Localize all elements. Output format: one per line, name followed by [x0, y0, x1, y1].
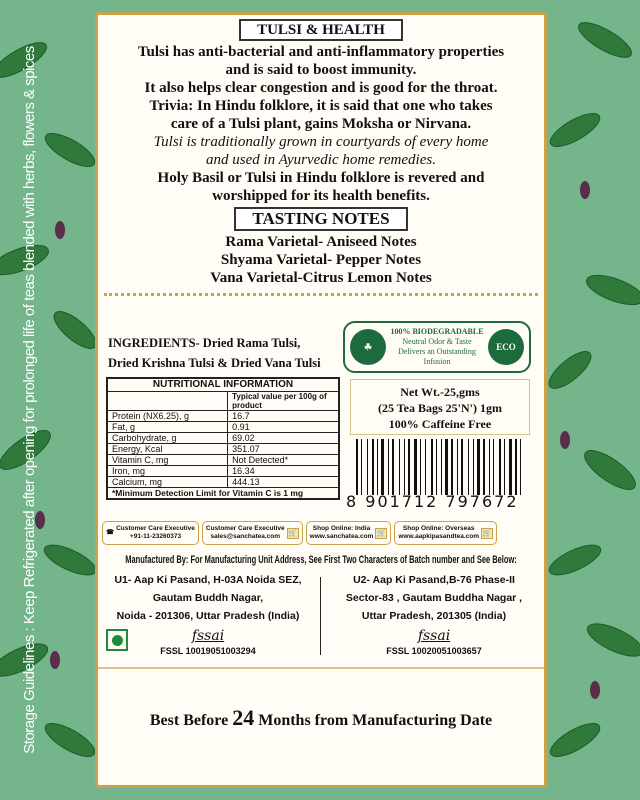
table-row — [107, 422, 339, 433]
contact-label: Shop Online: India — [312, 525, 371, 532]
cart-icon: 🛒 — [482, 529, 492, 537]
health-line: It also helps clear congestion and is good for the throat. — [144, 80, 498, 96]
fssl-number: FSSL 10019051003294 — [160, 646, 256, 656]
cart-icon: 🛒 — [376, 529, 386, 537]
fssl-number: FSSL 10020051003657 — [386, 646, 482, 656]
barcode-stripe — [445, 439, 448, 495]
contact-value: www.aapkipasandtea.com — [398, 533, 480, 540]
barcode-stripe — [381, 439, 384, 495]
barcode-stripe — [392, 439, 394, 495]
unit-1-address — [98, 571, 318, 657]
net-line: (25 Tea Bags 25'N') 1gm — [377, 401, 502, 415]
value: 444.13 — [228, 477, 339, 488]
value: 0.91 — [228, 422, 339, 433]
address-line: Noida - 201306, Uttar Pradesh (India) — [116, 610, 300, 622]
value: 16.34 — [228, 466, 339, 477]
value: Not Detected* — [228, 455, 339, 466]
dotted-divider — [104, 293, 538, 296]
basil-line: worshipped for its health benefits. — [212, 188, 430, 204]
table-row — [107, 444, 339, 455]
barcode-stripe — [388, 439, 389, 495]
table-row — [107, 433, 339, 444]
tasting-note: Vana Varietal-Citrus Lemon Notes — [210, 270, 432, 286]
barcode-stripe — [377, 439, 378, 495]
contact-email[interactable] — [202, 521, 303, 545]
barcode-number: 8 901712 797672 — [346, 492, 519, 511]
eco-title: 100% BIODEGRADABLE — [390, 327, 484, 336]
barcode-stripe — [425, 439, 426, 495]
basil-leaves-left — [0, 0, 95, 800]
barcode-stripe — [408, 439, 410, 495]
nutrient: Protein (NX6.25), g — [107, 411, 228, 422]
barcode-stripe — [420, 439, 421, 495]
manufactured-by: Manufactured By: For Manufacturing Unit Address, See First Two Characters of Batch number and See Below: — [125, 554, 517, 566]
nutrition-table — [106, 377, 340, 500]
best-before — [98, 705, 544, 734]
table-row — [107, 466, 339, 477]
barcode-stripe — [399, 439, 400, 495]
net-line: 100% Caffeine Free — [388, 417, 492, 431]
value: 16.7 — [228, 411, 339, 422]
tasting-notes-header: TASTING NOTES — [234, 207, 407, 231]
value: 69.02 — [228, 433, 339, 444]
health-line: Tulsi has anti-bacterial and anti-inflammatory properties — [137, 44, 505, 60]
address-divider — [320, 577, 321, 655]
fssai-logo: fssai — [191, 628, 225, 644]
barcode-stripe — [477, 439, 480, 495]
barcode-stripe — [436, 439, 437, 495]
barcode-stripe — [367, 439, 368, 495]
barcode-stripe — [461, 439, 463, 495]
address-line: Uttar Pradesh, 201305 (India) — [361, 610, 507, 622]
eco-line: Neutral Odor & Taste — [402, 337, 472, 346]
basil-line: Holy Basil or Tulsi in Hindu folklore is revered and — [157, 170, 485, 186]
storage-guidelines: Storage Guidelines : Keep Refrigerated after opening for prolonged life of teas blended with herbs, flowers & spices — [21, 46, 38, 754]
barcode-stripe — [504, 439, 505, 495]
tasting-note: Shyama Varietal- Pepper Notes — [220, 252, 422, 268]
table-row — [107, 455, 339, 466]
contact-value: +91-11-23260373 — [129, 533, 182, 540]
barcode-stripe — [483, 439, 485, 495]
contact-label: Customer Care Executive — [116, 525, 195, 532]
veg-mark-icon — [106, 629, 128, 651]
nutrient: Carbohydrate, g — [107, 433, 228, 444]
label-panel — [95, 12, 547, 788]
barcode-stripe — [499, 439, 501, 495]
nutrient: Vitamin C, mg — [107, 455, 228, 466]
address-line: Gautam Buddh Nagar, — [152, 592, 264, 604]
nutrient: Calcium, mg — [107, 477, 228, 488]
contact-label: Customer Care Executive — [205, 525, 285, 532]
nutrient: Energy, Kcal — [107, 444, 228, 455]
divider — [98, 667, 544, 669]
contact-label: Shop Online: Overseas — [402, 525, 475, 532]
best-before-post: Months from Manufacturing Date — [254, 712, 493, 729]
table-row — [107, 477, 339, 488]
barcode-stripe — [372, 439, 374, 495]
nutrition-footnote: *Minimum Detection Limit for Vitamin C is 1 mg — [107, 488, 339, 500]
eco-line: Delivers an Outstanding — [398, 347, 476, 356]
ingredients — [108, 333, 321, 373]
nutrient: Iron, mg — [107, 466, 228, 477]
table-row — [107, 411, 339, 422]
best-before-months: 24 — [232, 705, 255, 730]
barcode-stripe — [473, 439, 474, 495]
barcode-stripe — [414, 439, 417, 495]
contact-phone[interactable] — [102, 521, 199, 545]
barcode-stripe — [441, 439, 442, 495]
contact-value: sales@sanchatea.com — [210, 533, 281, 540]
phone-icon: ☎ — [106, 529, 115, 536]
barcode — [356, 439, 528, 495]
barcode-stripe — [493, 439, 494, 495]
italic-line: Tulsi is traditionally grown in courtyards of every home — [153, 134, 489, 150]
barcode-stripe — [431, 439, 433, 495]
barcode-stripe — [468, 439, 469, 495]
cart-icon: 🛒 — [288, 529, 297, 537]
basil-leaves-right — [545, 0, 640, 800]
fssai-logo: fssai — [417, 628, 451, 644]
barcode-stripe — [520, 439, 521, 495]
contact-value: www.sanchatea.com — [309, 533, 374, 540]
ingredients-line: INGREDIENTS- Dried Rama Tulsi, — [108, 336, 301, 350]
nutrient: Fat, g — [107, 422, 228, 433]
best-before-pre: Best Before — [149, 712, 233, 729]
contact-row — [102, 521, 497, 545]
barcode-stripe — [451, 439, 453, 495]
nutrition-title: NUTRITIONAL INFORMATION — [107, 378, 339, 392]
health-line: Trivia: In Hindu folklore, it is said that one who takes — [149, 98, 493, 114]
address-line: U2- Aap Ki Pasand,B-76 Phase-II — [353, 574, 515, 586]
net-weight-box — [350, 379, 530, 435]
contact-shop-india[interactable] — [306, 521, 392, 545]
eco-icon: ECO — [488, 329, 524, 365]
health-line: care of a Tulsi plant, gains Moksha or Nirvana. — [170, 116, 472, 132]
ingredients-line: Dried Krishna Tulsi & Dried Vana Tulsi — [108, 356, 321, 370]
barcode-stripe — [489, 439, 490, 495]
tulsi-health-header: TULSI & HEALTH — [239, 19, 403, 41]
barcode-stripe — [515, 439, 517, 495]
contact-shop-overseas[interactable] — [394, 521, 497, 545]
value: 351.07 — [228, 444, 339, 455]
barcode-stripe — [361, 439, 362, 495]
barcode-stripe — [404, 439, 405, 495]
barcode-stripe — [509, 439, 512, 495]
italic-line: and used in Ayurvedic home remedies. — [206, 152, 436, 168]
health-line: and is said to boost immunity. — [225, 62, 417, 78]
barcode-stripe — [356, 439, 358, 495]
teabag-icon: ☘ — [350, 329, 386, 365]
tasting-note: Rama Varietal- Aniseed Notes — [225, 234, 417, 250]
nutrition-col-header: Typical value per 100g of product — [228, 392, 339, 411]
barcode-stripe — [457, 439, 458, 495]
address-line: Sector-83 , Gautam Buddha Nagar , — [345, 592, 523, 604]
eco-badge — [343, 321, 531, 373]
address-line: U1- Aap Ki Pasand, H-03A Noida SEZ, — [114, 574, 302, 586]
unit-2-address — [324, 571, 544, 657]
eco-line: Infusion — [423, 357, 451, 366]
net-line: Net Wt.-25,gms — [400, 385, 480, 399]
